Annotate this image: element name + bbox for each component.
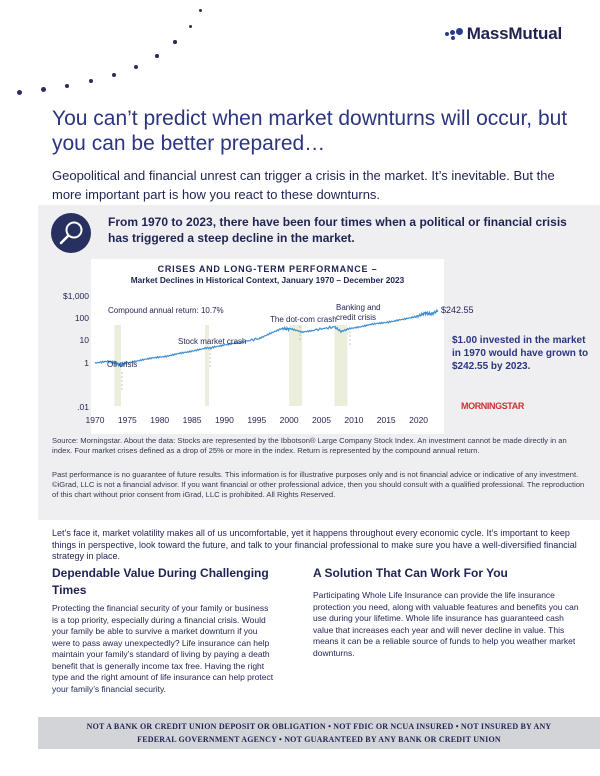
x-tick-label: 1980 bbox=[150, 415, 170, 425]
end-value-label: $242.55 bbox=[441, 304, 474, 315]
chart-title: CRISES AND LONG-TERM PERFORMANCE – bbox=[157, 264, 378, 274]
x-tick-label: 2000 bbox=[279, 415, 299, 425]
chart-annotation: Banking and credit crisis bbox=[336, 303, 381, 322]
source-note: Source: Morningstar. About the data: Stocks are represented by the Ibbotson® Large Company Stock Index. An investment cannot be made directly in an index. Four market crises defined as a drop of 25% or more in the index. Return is represented by the compound annual return. bbox=[52, 436, 567, 455]
x-tick-label: 1970 bbox=[85, 415, 105, 425]
left-column-heading: Dependable Value During Challenging Times bbox=[52, 566, 269, 597]
x-tick-label: 1990 bbox=[214, 415, 234, 425]
right-column-body: Participating Whole Life Insurance can provide the life insurance protection you need, along with valuable features and benefits you can use during your lifetime. Whole life insurance has guaranteed cash value that increases each year and will never decline in value. This means it can be a reliable source of funds to help you weather market downturns. bbox=[313, 590, 579, 658]
morningstar-logo: MORNINGSTAR bbox=[461, 401, 524, 411]
y-tick-label: .01 bbox=[77, 402, 89, 412]
page-subhead: Geopolitical and financial unrest can trigger a crisis in the market. It’s inevitable. But the more important part is how you react to these downturns. bbox=[52, 168, 555, 202]
left-column-body: Protecting the financial security of your family or business is a top priority, especially during a financial crisis. Would your family be able to survive a market downturn if you were to pass away unexpectedly? Life insurance can help maintain your family’s standard of living by paying a death benefit that is generally income tax free. Having the right type and the right amount of life insurance can help protect your family’s financial security. bbox=[52, 603, 274, 694]
chart-subtitle: Market Declines in Historical Context, January 1970 – December 2023 bbox=[130, 275, 405, 285]
crisis-band bbox=[334, 325, 347, 406]
footer-line-1: NOT A BANK OR CREDIT UNION DEPOSIT OR OBLIGATION • NOT FDIC OR NCUA INSURED • NOT INSURED BY ANY bbox=[86, 722, 552, 731]
chart-annotation: Stock market crash bbox=[178, 337, 247, 346]
footer-line-2: FEDERAL GOVERNMENT AGENCY • NOT GUARANTEED BY ANY BANK OR CREDIT UNION bbox=[137, 735, 501, 744]
y-tick-label: 1 bbox=[84, 357, 89, 368]
intro-paragraph: Let’s face it, market volatility makes all of us uncomfortable, yet it happens throughout every economic cycle. It’s important to keep things in perspective, look toward the future, and talk to your financial professional to make sure you have a well-diversified financial strategy in place. bbox=[52, 528, 577, 561]
right-column-heading: A Solution That Can Work For You bbox=[313, 566, 508, 580]
key-statistic: From 1970 to 2023, there have been four times when a political or financial crisis has triggered a steep decline in the market. bbox=[108, 215, 567, 245]
market-series-line bbox=[95, 310, 438, 366]
left-column bbox=[52, 565, 272, 695]
x-tick-label: 1985 bbox=[182, 415, 202, 425]
logo-wordmark: MassMutual bbox=[466, 24, 562, 43]
x-tick-label: 1995 bbox=[247, 415, 267, 425]
right-column bbox=[313, 565, 591, 659]
chart-annotation: The dot-com crash bbox=[270, 315, 337, 324]
footer-disclosure bbox=[38, 717, 600, 749]
chart-annotation: Compound annual return: 10.7% bbox=[108, 306, 224, 315]
y-tick-label: 100 bbox=[74, 313, 89, 324]
page-headline: You can’t predict when market downturns will occur, but you can be better prepared… bbox=[52, 107, 568, 155]
x-tick-label: 2015 bbox=[376, 415, 396, 425]
chart-annotation: Oil crisis bbox=[107, 360, 138, 369]
crisis-band bbox=[289, 325, 302, 406]
y-tick-label: $1,000 bbox=[63, 291, 89, 301]
disclaimer-note: Past performance is no guarantee of future results. This information is for illustrative purposes only and is not financial advice or indicative of any investment. ©iGrad, LLC is not a financial advisor. If you want financial or other professional advice, then you should consult with a qualified professional. The reproduction of this chart without prior consent from iGrad, LLC is prohibited. All Rights Reserved. bbox=[52, 470, 585, 499]
x-tick-label: 2020 bbox=[409, 415, 429, 425]
y-tick-label: 10 bbox=[79, 335, 89, 346]
growth-callout: $1.00 invested in the market in 1970 would have grown to $242.55 by 2023. bbox=[452, 335, 589, 372]
x-tick-label: 1975 bbox=[117, 415, 137, 425]
x-tick-label: 2005 bbox=[312, 415, 331, 425]
x-tick-label: 2010 bbox=[344, 415, 364, 425]
